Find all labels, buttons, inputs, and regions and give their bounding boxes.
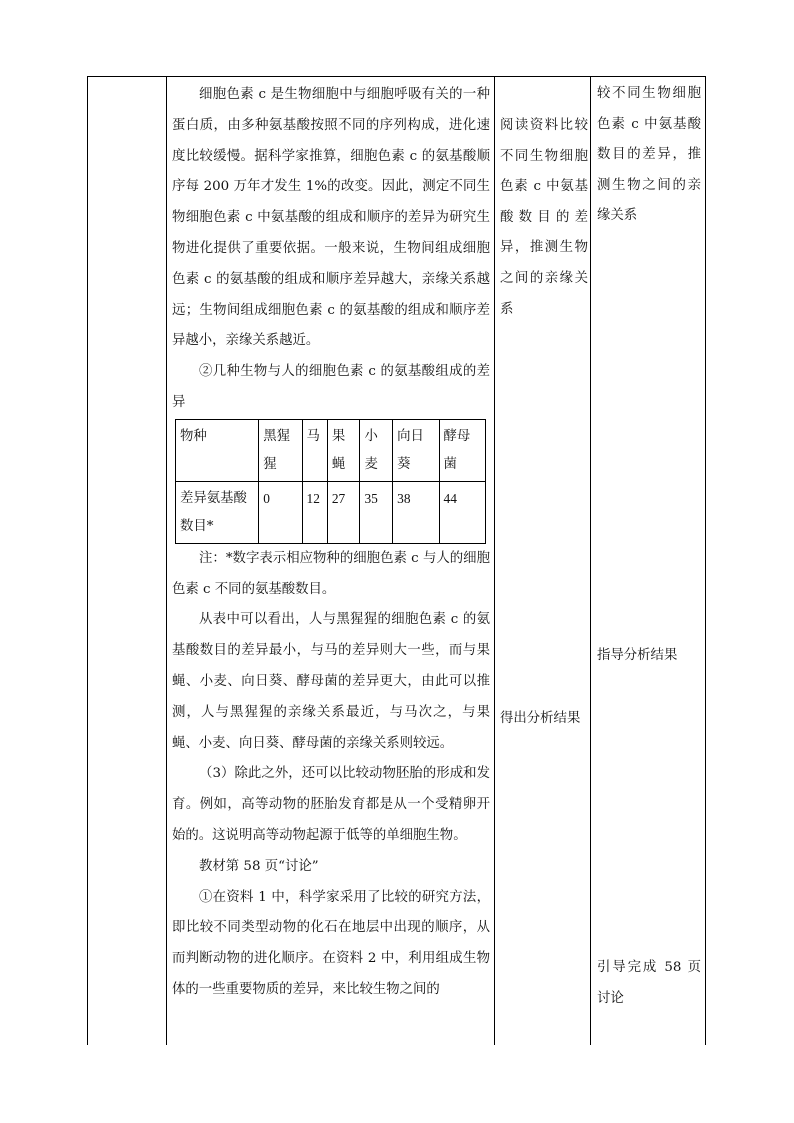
paragraph-analysis: 从表中可以看出，人与黑猩猩的细胞色素 c 的氨基酸数目的差异最小，与马的差异则大一些，而与果蝇、小麦、向日葵、酵母菌的差异更大，由此可以推测，人与黑猩猩的亲缘关系最近，与马次之，与果蝇、小麦、向日葵、酵母菌的亲缘关系则较远。 (172, 612, 490, 751)
column-divider (590, 77, 591, 1045)
table-row (176, 481, 486, 543)
table-cell: 44 (439, 481, 485, 543)
table-cell: 0 (259, 481, 302, 543)
table-cell: 物种 (176, 419, 259, 481)
student-activity-reading: 阅读资料比较不同生物细胞色素 c 中氨基酸数目的差异，推测生物之间的亲缘关系 (500, 118, 588, 317)
table-cell: 27 (327, 481, 360, 543)
paragraph-discussion-title: 教材第 58 页“讨论” (199, 858, 319, 874)
table-header-row (176, 419, 486, 481)
column-divider (166, 77, 167, 1045)
table-cell: 马 (302, 419, 327, 481)
amino-acid-table (175, 419, 486, 544)
table-cell: 38 (393, 481, 439, 543)
table-cell: 小麦 (360, 419, 393, 481)
table-cell: 向日葵 (393, 419, 439, 481)
content-column (172, 77, 490, 1006)
paragraph-note: 注：*数字表示相应物种的细胞色素 c 与人的细胞色素 c 不同的氨基酸数目。 (172, 550, 490, 597)
table-cell: 黑猩猩 (259, 419, 302, 481)
paragraph-cytochrome-c: 细胞色素 c 是生物细胞中与细胞呼吸有关的一种蛋白质，由多种氨基酸按照不同的序列构成，进化速度比较缓慢。据科学家推算，细胞色素 c 的氨基酸顺序每 200 万年才发生 1%的改变。因此，测定不同生物细胞色素 c 中氨基酸的组成和顺序的差异为研究生物进化提供了重要依据。一般来说，生物间组成细胞色素 c 的氨基酸的组成和顺序差异越大，亲缘关系越远；生物间组成细胞色素 c 的氨基酸的组成和顺序差异越小，亲缘关系越近。 (172, 87, 490, 349)
table-cell: 35 (360, 481, 393, 543)
table-cell: 差异氨基酸数目* (176, 481, 259, 543)
teacher-activity-compare: 较不同生物细胞色素 c 中氨基酸数目的差异，推测生物之间的亲缘关系 (597, 86, 701, 224)
table-cell: 12 (302, 481, 327, 543)
teacher-activity-guide: 指导分析结果 (597, 648, 678, 663)
student-activity-result: 得出分析结果 (500, 711, 581, 726)
paragraph-embryo: （3）除此之外，还可以比较动物胚胎的形成和发育。例如，高等动物的胚胎发育都是从一个受精卵开始的。这说明高等动物起源于低等的单细胞生物。 (172, 766, 490, 843)
table-cell: 果蝇 (327, 419, 360, 481)
paragraph-table-caption: ②几种生物与人的细胞色素 c 的氨基酸组成的差异 (172, 364, 490, 410)
lesson-table (87, 76, 706, 1045)
paragraph-discussion: ①在资料 1 中，科学家采用了比较的研究方法，即比较不同类型动物的化石在地层中出现的顺序，从而判断动物的进化顺序。在资料 2 中，利用组成生物体的一些重要物质的差异，来比较生物之间的 (172, 889, 490, 997)
teacher-activity-discussion: 引导完成 58 页讨论 (597, 960, 701, 1006)
table-cell: 酵母菌 (439, 419, 485, 481)
column-divider (494, 77, 495, 1045)
